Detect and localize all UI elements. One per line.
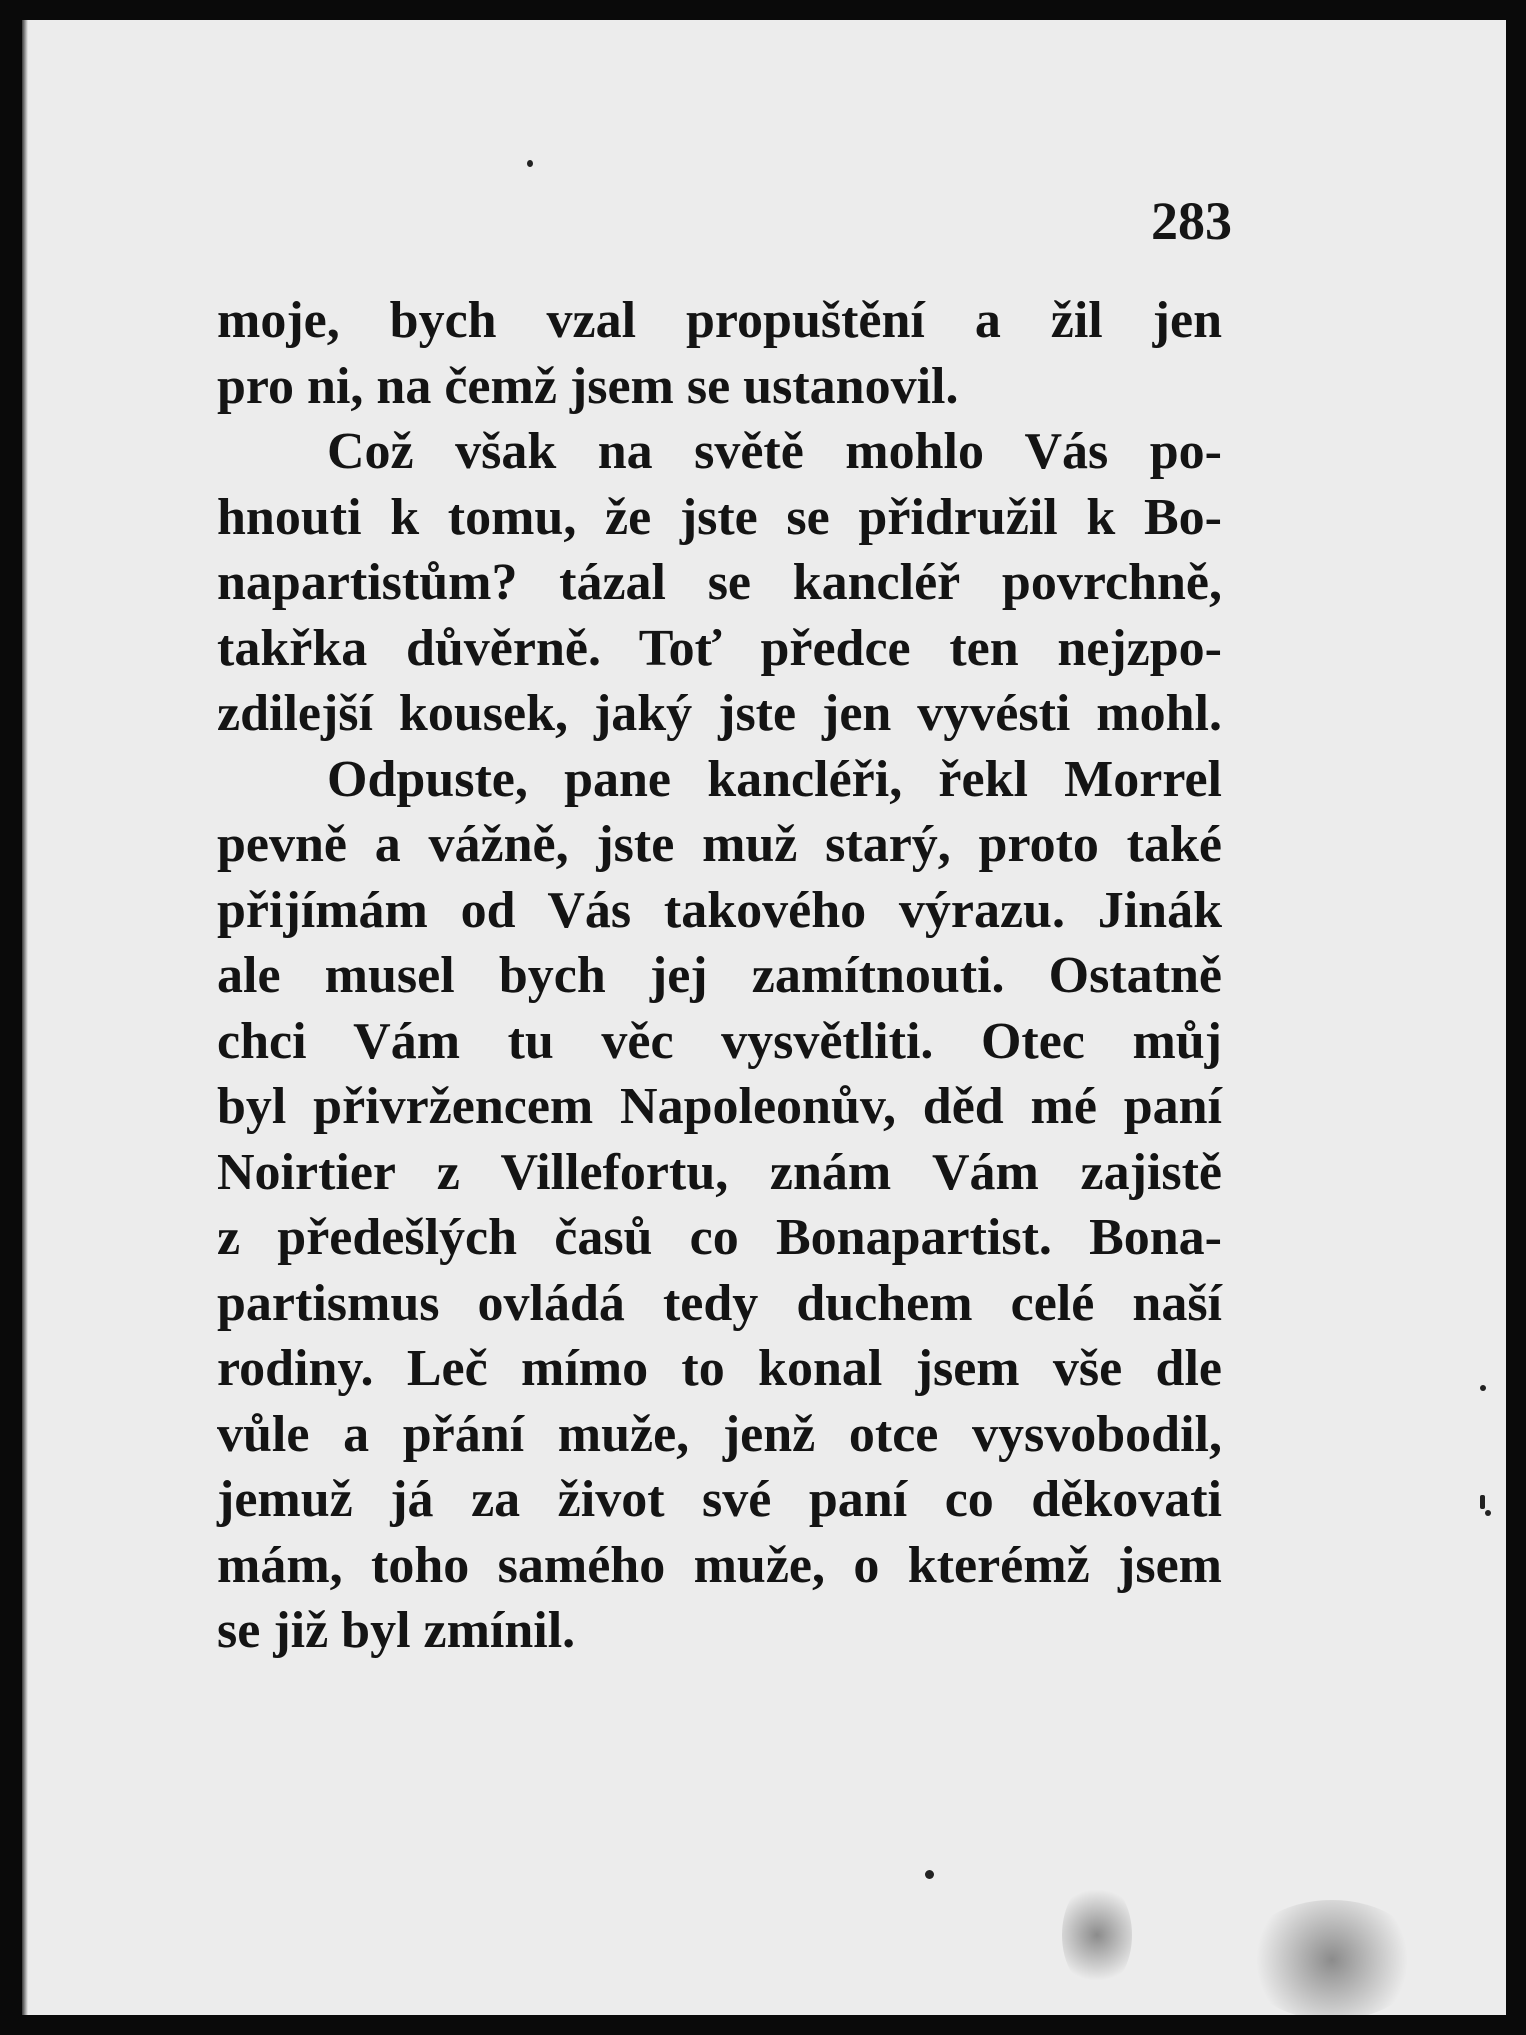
text-line: ale musel bych jej zamítnouti. Ostatně — [217, 947, 1222, 1004]
text-line: mám, toho samého muže, o kterémž jsem — [217, 1536, 1222, 1594]
book-page — [22, 20, 1506, 2015]
text-line: byl přivržencem Napoleonův, děd mé paní — [217, 1078, 1222, 1135]
page-number: 283 — [1151, 191, 1232, 251]
text-line: napartistům? tázal se kancléř povrchně, — [217, 554, 1222, 611]
text-line: Noirtier z Villefortu, znám Vám zajistě — [217, 1143, 1222, 1201]
scan-speck — [527, 160, 533, 167]
scan-smudge — [1242, 1900, 1422, 2015]
text-line: pro ni, na čemž jsem se ustanovil. — [217, 357, 959, 415]
text-line: zdilejší kousek, jaký jste jen vyvésti mohl. — [217, 685, 1222, 742]
text-line: pevně a vážně, jste muž starý, proto také — [217, 816, 1222, 873]
scan-smudge — [1062, 1880, 1132, 1990]
text-line: moje, bych vzal propuštění a žil jen — [217, 292, 1222, 349]
text-line: hnouti k tomu, že jste se přidružil k Bo- — [217, 488, 1222, 546]
text-line: z předešlých časů co Bonapartist. Bona- — [217, 1209, 1222, 1266]
scan-speck — [1485, 1510, 1491, 1516]
text-line: rodiny. Leč mímo to konal jsem vše dle — [217, 1340, 1222, 1397]
text-line: Odpuste, pane kancléři, řekl Morrel — [327, 750, 1222, 808]
page-edge-shadow — [22, 20, 28, 2015]
scan-speck — [1480, 1495, 1485, 1509]
text-line: Což však na světě mohlo Vás po- — [327, 423, 1222, 480]
scan-speck — [1480, 1385, 1486, 1391]
text-line: partismus ovládá tedy duchem celé naší — [217, 1274, 1222, 1332]
text-line: jemuž já za život své paní co děkovati — [217, 1471, 1222, 1528]
text-line: takřka důvěrně. Toť předce ten nejzpo- — [217, 619, 1222, 677]
text-line: vůle a přání muže, jenž otce vysvobodil, — [217, 1405, 1222, 1463]
scan-speck — [925, 1870, 934, 1879]
text-line: chci Vám tu věc vysvětliti. Otec můj — [217, 1012, 1222, 1070]
text-line: přijímám od Vás takového výrazu. Jinák — [217, 881, 1222, 939]
body-text — [217, 288, 1222, 1664]
text-line: se již byl zmínil. — [217, 1602, 576, 1659]
